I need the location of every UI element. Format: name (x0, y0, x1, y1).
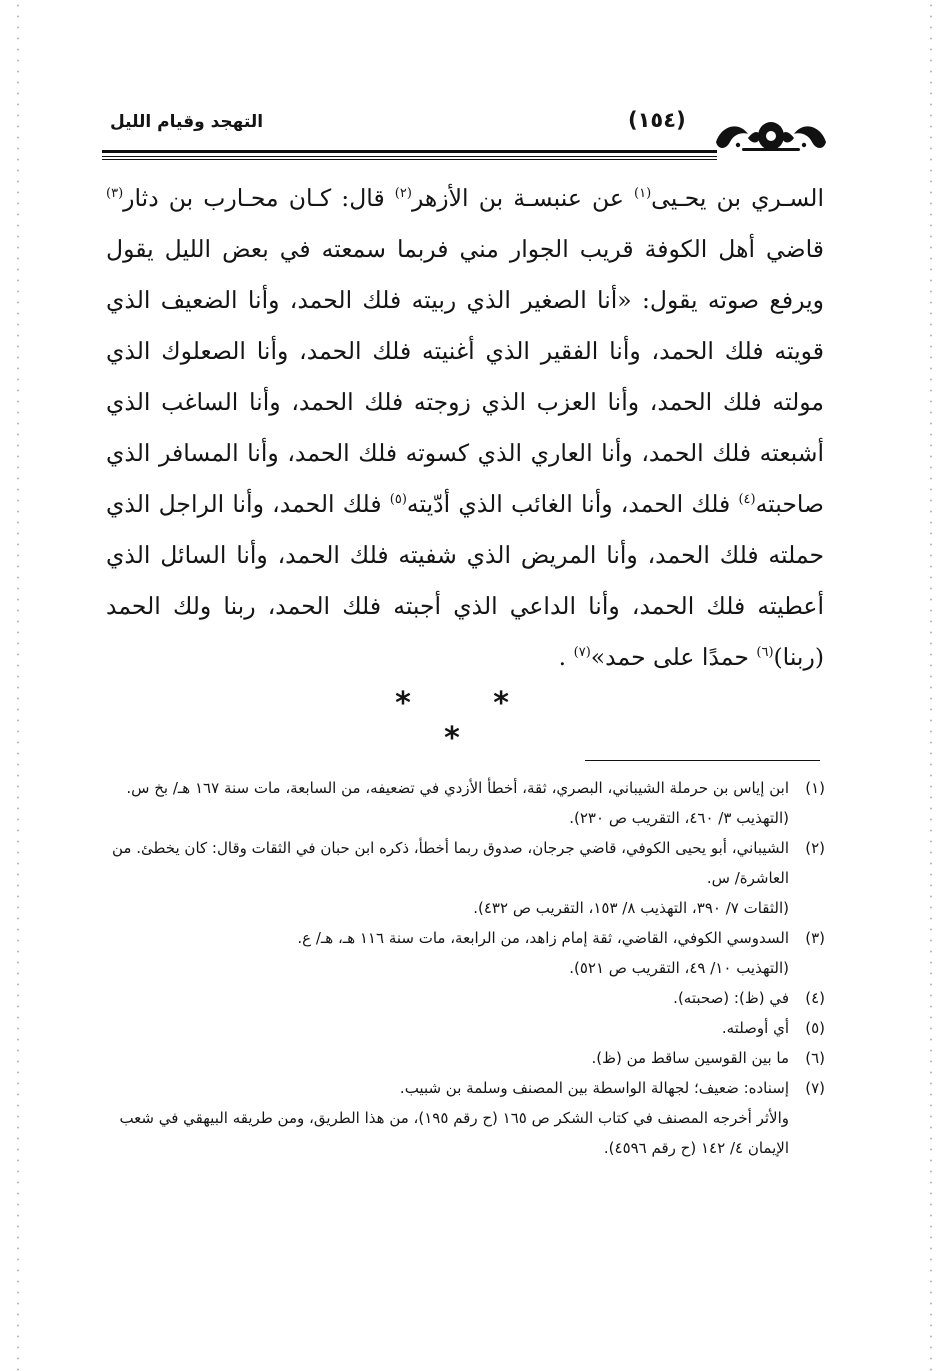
footnote-rule (585, 760, 820, 761)
footnote-number: (٦) (805, 1049, 825, 1067)
footnote-number: (٤) (805, 989, 825, 1007)
footnote-text (110, 1073, 789, 1163)
footnote-line: في (ظ): (صحبته). (673, 989, 789, 1007)
header-rule-thin-2 (102, 159, 717, 160)
footnote-item (110, 773, 825, 833)
footnote-text (110, 1013, 789, 1043)
footnote-ref-2[interactable]: (٢) (394, 186, 412, 202)
header-ornament-icon (712, 112, 830, 156)
footnote-item (110, 1073, 825, 1163)
text-run: حمدًا على حمد» (590, 643, 757, 671)
footnote-item (110, 1013, 825, 1043)
footnote-number: (٥) (805, 1019, 825, 1037)
text-run: قاضي أهل الكوفة قريب الجوار مني فربما سمعته في بعض الليل يقول ويرفع صوته يقول: «أنا الصغير الذي ربيته فلك الحمد، وأنا الضعيف الذي قويته فلك الحمد، وأنا الفقير الذي أغنيته فلك الحمد، وأنا الصعلوك الذي مولته فلك الحمد، وأنا العزب الذي زوجته فلك الحمد، وأنا الساغب الذي أشبعته فلك الحمد، وأنا العاري الذي كسوته فلك الحمد، وأنا المسافر الذي صاحبته (106, 235, 825, 518)
footnote-text (110, 833, 789, 923)
text-run: . (558, 643, 574, 671)
footnote-line: إسناده: ضعيف؛ لجهالة الواسطة بين المصنف وسلمة بن شبيب. (399, 1079, 789, 1097)
header-rule (102, 150, 717, 153)
footnote-number: (٢) (805, 839, 825, 857)
footnote-number: (٣) (805, 929, 825, 947)
footnote-ref-1[interactable]: (١) (634, 186, 652, 202)
footnote-number: (١) (805, 779, 825, 797)
footnote-text (110, 983, 789, 1013)
footnote-text (110, 923, 789, 983)
footnote-ref-7[interactable]: (٧) (573, 645, 591, 661)
text-run: فلك الحمد، وأنا الراجل الذي حملته فلك الحمد، وأنا المريض الذي شفيته فلك الحمد، وأنا السائل الذي أعطيته فلك الحمد، وأنا الداعي الذي أجبته فلك الحمد، ربنا ولك الحمد (ربنا) (106, 490, 824, 671)
footnote-text (110, 773, 789, 833)
running-head-title: التهجد وقيام الليل (110, 112, 264, 132)
footnote-ref-5[interactable]: (٥) (389, 492, 407, 508)
text-run: فلك الحمد، وأنا الغائب الذي أدّيته (406, 490, 739, 518)
footnote-ref-6[interactable]: (٦) (756, 645, 774, 661)
footnote-item (110, 833, 825, 923)
page-number: (١٥٤) (628, 108, 686, 132)
footnote-ref-4[interactable]: (٤) (738, 492, 756, 508)
main-text (106, 173, 824, 683)
section-separator: * * * (395, 686, 545, 756)
footnote-line: السدوسي الكوفي، القاضي، ثقة إمام زاهد، من الرابعة، مات سنة ١١٦ هـ، هـ/ ع. (297, 929, 789, 947)
header-rule-thin (102, 156, 717, 157)
text-run: عن عنبسـة بن الأزهر (411, 184, 635, 212)
footnote-text (110, 1043, 789, 1073)
footnote-item (110, 1043, 825, 1073)
text-run: السـري بن يحـيى (651, 184, 824, 212)
footnote-item (110, 983, 825, 1013)
main-paragraph (106, 173, 824, 683)
footnote-item (110, 923, 825, 983)
footnotes (110, 773, 825, 1163)
footnote-ref-3[interactable]: (٣) (106, 186, 124, 202)
footnote-number: (٧) (805, 1079, 825, 1097)
scan-edge-right (930, 0, 932, 1371)
footnote-line: والأثر أخرجه المصنف في كتاب الشكر ص ١٦٥ (ح رقم ١٩٥)، من هذا الطريق، ومن طريقه البيهقي في شعب الإيمان ٤/ ١٤٢ (ح رقم ٤٥٩٦). (119, 1109, 789, 1157)
footnote-line: الشيباني، أبو يحيى الكوفي، قاضي جرجان، صدوق ربما أخطأ، ذكره ابن حبان في الثقات وقال: كان يخطئ. من العاشرة/ س. (112, 839, 789, 887)
footnote-line: (الثقات ٧/ ٣٩٠، التهذيب ٨/ ١٥٣، التقريب ص ٤٣٢). (473, 899, 789, 917)
text-run: قال: كـان محـارب بن دثار (123, 184, 395, 212)
footnote-line: أي أوصلته. (721, 1019, 789, 1037)
footnote-line: ابن إياس بن حرملة الشيباني، البصري، ثقة، أخطأ الأزدي في تضعيفه، من السابعة، مات سنة ١٦٧ هـ/ بخ س. (التهذيب ٣/ ٤٦٠، التقريب ص ٢٣٠). (126, 779, 789, 827)
scan-edge-left (17, 0, 19, 1371)
footnote-line: ما بين القوسين ساقط من (ظ). (591, 1049, 789, 1067)
footnote-line: (التهذيب ١٠/ ٤٩، التقريب ص ٥٢١). (569, 959, 789, 977)
